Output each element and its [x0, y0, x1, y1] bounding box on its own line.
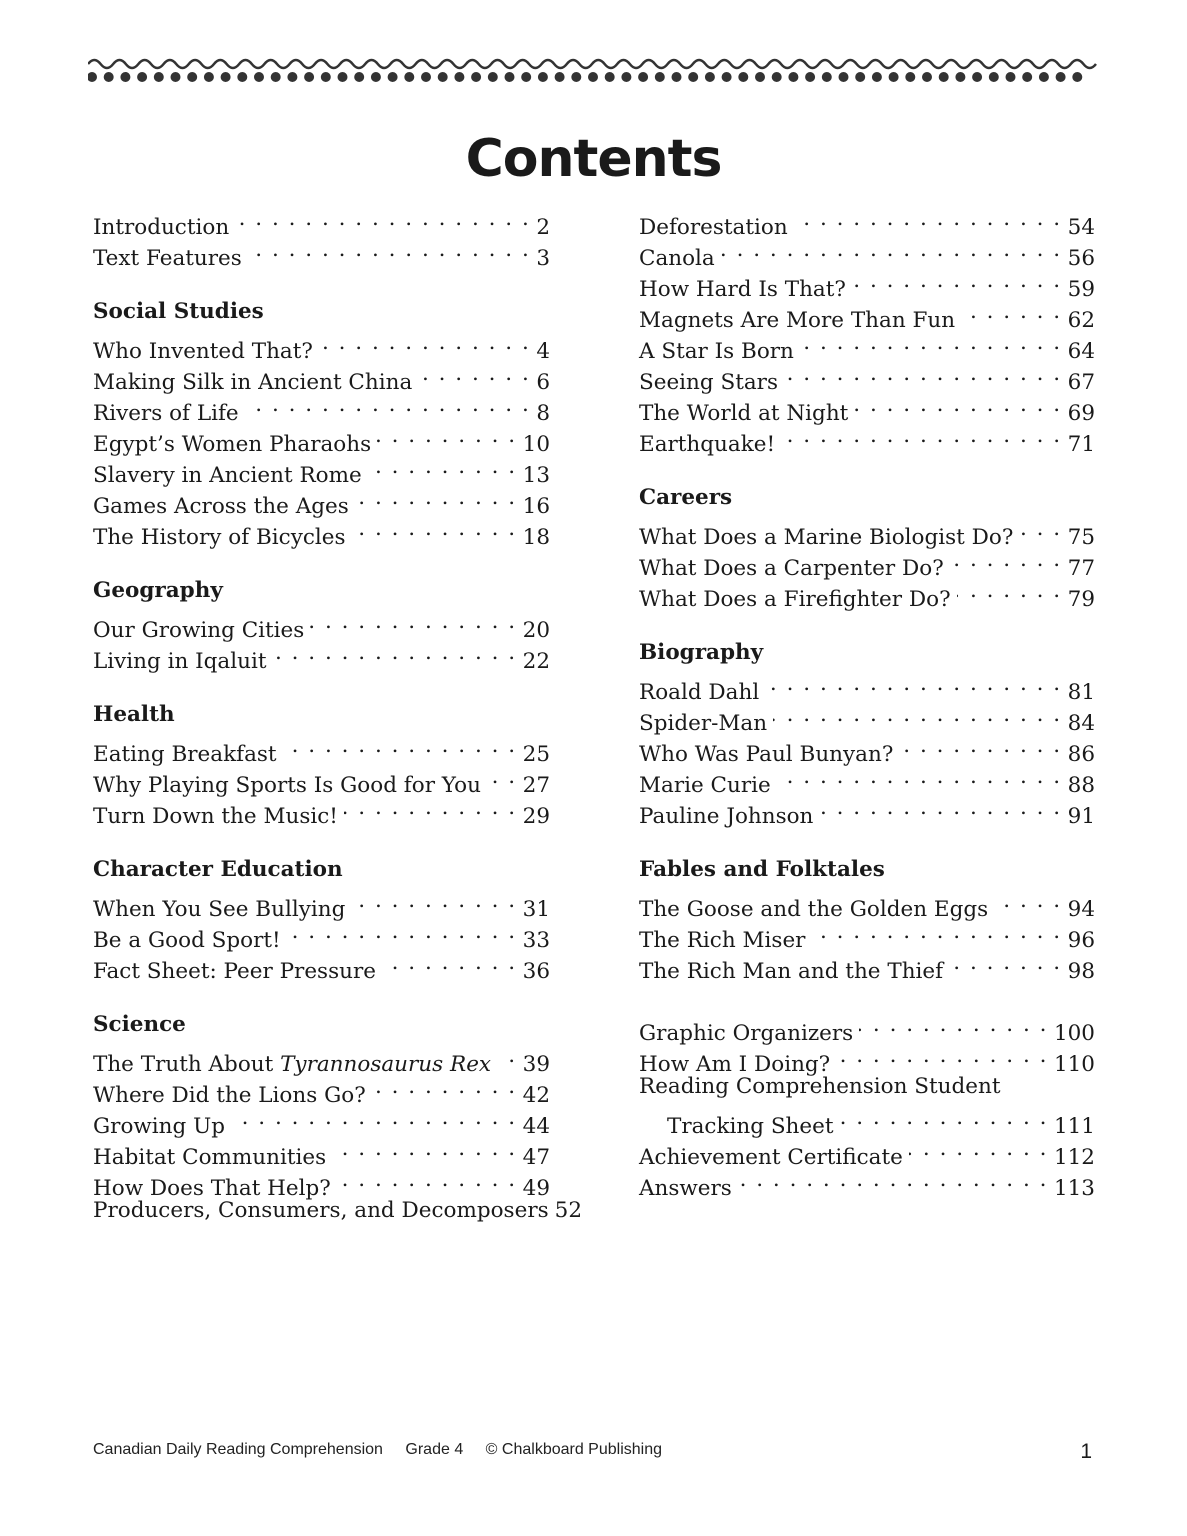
toc-right-column [639, 203, 1095, 1201]
toc-entry-title-text: Roald Dahl [639, 680, 760, 705]
dot-leader [765, 668, 1061, 699]
toc-entry-page: 25 [522, 742, 550, 767]
dot-leader [310, 606, 516, 637]
decorative-dot [371, 72, 381, 82]
toc-entry-title [639, 553, 950, 584]
toc-entry-title-text: The Rich Man and the Thief [639, 959, 944, 984]
toc-entry-page: 100 [1053, 1021, 1095, 1046]
decorative-dot [839, 72, 849, 82]
toc-entry-title-text: Living in Iqaluit [93, 649, 267, 674]
decorative-dot [388, 72, 398, 82]
toc-entry-title-text: Tracking Sheet [667, 1114, 834, 1139]
section-heading: Careers [639, 485, 733, 510]
toc-entry [93, 1040, 550, 1077]
toc-entry-title-text: The Goose and the Golden Eggs [639, 897, 989, 922]
toc-entry-title-text: Slavery in Ancient Rome [93, 463, 362, 488]
decorative-dot [154, 72, 164, 82]
dot-leader [811, 916, 1061, 947]
toc-entry-page: 52 [554, 1198, 582, 1223]
toc-entry-page: 3 [536, 246, 550, 271]
toc-entry-page: 13 [522, 463, 550, 488]
toc-entry-title-text: How Does That Help? [93, 1176, 331, 1201]
toc-entry-title [93, 956, 382, 987]
dot-leader [368, 451, 517, 482]
dot-leader [909, 1133, 1048, 1164]
decorative-dot [521, 72, 531, 82]
toc-entry [93, 730, 550, 767]
decorative-dot [471, 72, 481, 82]
decorative-dot [304, 72, 314, 82]
toc-entry-title-text: The World at Night [639, 401, 849, 426]
toc-entry-title [93, 460, 368, 491]
toc-entry-title-text: Rivers of Life [93, 401, 239, 426]
decorative-dot [137, 72, 147, 82]
decorative-dot [605, 72, 615, 82]
toc-entry-title [639, 770, 777, 801]
decorative-dot [889, 72, 899, 82]
decorative-dot [421, 72, 431, 82]
toc-entry-title-text: How Am I Doing? [639, 1052, 831, 1077]
toc-entry-page: 91 [1067, 804, 1095, 829]
dot-leader [899, 730, 1061, 761]
decorative-dot [738, 72, 748, 82]
dot-leader [819, 792, 1061, 823]
toc-entry [93, 885, 550, 922]
toc-entry-title [639, 243, 721, 274]
toc-entry-page: 64 [1067, 339, 1095, 364]
decorative-dot [788, 72, 798, 82]
dot-leader [961, 296, 1062, 327]
toc-entry-title [639, 1111, 840, 1142]
dot-leader [382, 947, 517, 978]
toc-entry-title [639, 1071, 1007, 1102]
toc-entry-title-text: Spider-Man [639, 711, 768, 736]
toc-entry-page: 10 [522, 432, 550, 457]
toc-entry-page: 16 [522, 494, 550, 519]
decorative-dot [1072, 72, 1082, 82]
dot-leader [377, 420, 517, 451]
dot-leader [784, 358, 1062, 389]
toc-entry-title-text: Producers, Consumers, and Decomposers [93, 1198, 549, 1223]
toc-entry-title [93, 1111, 231, 1142]
toc-entry-title [639, 336, 800, 367]
toc-entry-title-text: Earthquake! [639, 432, 776, 457]
section-heading: Biography [639, 640, 764, 665]
decorative-dot [588, 72, 598, 82]
decorative-dot [905, 72, 915, 82]
toc-entry-title-text: When You See Bullying [93, 897, 346, 922]
toc-entry-title-text: A Star Is Born [639, 339, 794, 364]
toc-entry-title-text: Turn Down the Music! [93, 804, 338, 829]
page-number: 1 [1080, 1440, 1092, 1463]
dot-leader [231, 1102, 517, 1133]
decorative-dot [254, 72, 264, 82]
dot-leader [248, 234, 531, 265]
decorative-dot [571, 72, 581, 82]
toc-entry-title-text: Pauline Johnson [639, 804, 814, 829]
toc-entry-title [93, 429, 377, 460]
toc-entry-page: 39 [522, 1052, 550, 1077]
section-heading: Character Education [93, 857, 343, 882]
toc-entry-page: 31 [522, 897, 550, 922]
decorative-dot [505, 72, 515, 82]
toc-entry-title-text: Making Silk in Ancient China [93, 370, 413, 395]
toc-entry-page: 47 [522, 1145, 550, 1170]
toc-entry-page: 4 [536, 339, 550, 364]
section-heading: Health [93, 702, 175, 727]
toc-entry-page: 2 [536, 215, 550, 240]
toc-entry-title [639, 677, 765, 708]
toc-entry-page: 71 [1067, 432, 1095, 457]
toc-entry-title [93, 522, 352, 553]
toc-entry-title-text: What Does a Firefighter Do? [639, 587, 951, 612]
toc-entry-title-text: How Hard Is That? [639, 277, 846, 302]
toc-entry-title-text: What Does a Marine Biologist Do? [639, 525, 1014, 550]
toc-entry-title-text: Who Invented That? [93, 339, 313, 364]
toc-entry-title-text: Canola [639, 246, 715, 271]
decorative-dot [1006, 72, 1016, 82]
toc-entry-page: 96 [1067, 928, 1095, 953]
toc-entry-title-text: Marie Curie [639, 773, 771, 798]
toc-entry-page: 86 [1067, 742, 1095, 767]
dot-leader [273, 637, 517, 668]
toc-entry-title-text: Growing Up [93, 1114, 226, 1139]
toc-entry-title-text: Introduction [93, 215, 230, 240]
toc-entry-title [639, 584, 957, 615]
toc-entry-title-text: The Truth About [93, 1052, 281, 1077]
dot-leader [859, 1009, 1048, 1040]
decorative-dot [755, 72, 765, 82]
toc-entry-page: 6 [536, 370, 550, 395]
footer-publisher: © Chalkboard Publishing [485, 1441, 663, 1458]
dot-leader [372, 1071, 517, 1102]
toc-entry [639, 885, 1095, 922]
dot-leader [355, 482, 517, 513]
dot-leader [344, 792, 517, 823]
decorative-dot [538, 72, 548, 82]
toc-entry-title-text: Games Across the Ages [93, 494, 349, 519]
toc-entry-title-text: Where Did the Lions Go? [93, 1083, 366, 1108]
toc-entry-page: 62 [1067, 308, 1095, 333]
toc-entry-title-italic: Tyrannosaurus Rex [280, 1052, 492, 1077]
dot-leader [777, 761, 1062, 792]
dot-leader [287, 916, 517, 947]
toc-entry-page: 54 [1067, 215, 1095, 240]
decorative-dot [404, 72, 414, 82]
toc-entry-page: 88 [1067, 773, 1095, 798]
toc-entry-title [93, 212, 235, 243]
decorative-dot [655, 72, 665, 82]
dot-leader [852, 265, 1062, 296]
decorative-dot [972, 72, 982, 82]
dot-leader [949, 947, 1062, 978]
toc-entry-title [639, 925, 811, 956]
decorative-dot [221, 72, 231, 82]
toc-entry-title-text: Seeing Stars [639, 370, 778, 395]
decorative-dot [672, 72, 682, 82]
dot-leader [337, 1164, 517, 1195]
dot-leader [950, 544, 1062, 575]
toc-entry-page: 77 [1067, 556, 1095, 581]
dot-leader [773, 699, 1062, 730]
toc-entry-page: 29 [522, 804, 550, 829]
dot-leader [283, 730, 517, 761]
decorative-dot [989, 72, 999, 82]
dot-leader [332, 1133, 516, 1164]
decorative-dot [955, 72, 965, 82]
toc-entry-title [93, 336, 319, 367]
toc-entry-title [639, 274, 852, 305]
toc-entry-title [93, 1195, 549, 1226]
dot-leader [800, 327, 1062, 358]
toc-entry-title [93, 801, 344, 832]
decorative-dot [722, 72, 732, 82]
decorative-dot [822, 72, 832, 82]
dot-leader [738, 1164, 1048, 1195]
decorative-dot [454, 72, 464, 82]
toc-entry-title-text: Fact Sheet: Peer Pressure [93, 959, 376, 984]
decorative-dot [171, 72, 181, 82]
toc-entry-page: 33 [522, 928, 550, 953]
dot-leader [794, 203, 1062, 234]
decorative-dot [104, 72, 114, 82]
decorative-dot [488, 72, 498, 82]
toc-entry-title-text: Answers [639, 1176, 732, 1201]
page-title: Contents [465, 129, 722, 189]
decorative-dot [120, 72, 130, 82]
wavy-line [88, 60, 1096, 68]
toc-entry-page: 22 [522, 649, 550, 674]
decorative-dot [354, 72, 364, 82]
toc-entry-title-text: Text Features [93, 246, 242, 271]
decorative-dot [688, 72, 698, 82]
toc-entry [639, 513, 1095, 550]
dot-leader [721, 234, 1062, 265]
dot-leader [245, 389, 531, 420]
dot-leader [1019, 513, 1061, 544]
decorative-dot [88, 72, 97, 82]
toc-entry [93, 606, 550, 643]
decorative-dot [204, 72, 214, 82]
toc-entry-page: 42 [522, 1083, 550, 1108]
toc-entry-page: 84 [1067, 711, 1095, 736]
decorative-dot [621, 72, 631, 82]
decorative-dot [1039, 72, 1049, 82]
decorative-dot [922, 72, 932, 82]
decorative-dot [321, 72, 331, 82]
decorative-dot [705, 72, 715, 82]
dot-leader [352, 513, 517, 544]
decorative-dot [237, 72, 247, 82]
toc-entry-page: 110 [1053, 1052, 1095, 1077]
toc-entry-title-text: Eating Breakfast [93, 742, 277, 767]
toc-entry-page: 111 [1053, 1114, 1095, 1139]
dot-leader [235, 203, 530, 234]
toc-entry-title-text: The Rich Miser [639, 928, 806, 953]
toc-entry-title [639, 1173, 738, 1204]
toc-entry-title [639, 708, 773, 739]
toc-entry-page: 98 [1067, 959, 1095, 984]
decorative-dot [872, 72, 882, 82]
toc-entry-page: 59 [1067, 277, 1095, 302]
toc-entry-title [639, 801, 819, 832]
toc-entry-title-text: The History of Bicycles [93, 525, 346, 550]
dot-leader [840, 1102, 1048, 1133]
toc-entry-page: 94 [1067, 897, 1095, 922]
dot-leader [957, 575, 1062, 606]
toc-entry-title-text: Graphic Organizers [639, 1021, 854, 1046]
toc-entry-page: 112 [1053, 1145, 1095, 1170]
decorative-dot [855, 72, 865, 82]
decorative-dot [1056, 72, 1066, 82]
toc-entry-page: 75 [1067, 525, 1095, 550]
toc-entry [93, 203, 550, 240]
toc-entry-title [93, 1142, 332, 1173]
dot-leader [319, 327, 530, 358]
toc-entry [639, 1071, 1095, 1102]
toc-entry-page: 56 [1067, 246, 1095, 271]
toc-entry-title [93, 739, 283, 770]
decorative-dot [187, 72, 197, 82]
toc-entry-title-text: Egypt’s Women Pharaohs [93, 432, 372, 457]
dot-leader [487, 761, 517, 792]
toc-entry [93, 1195, 582, 1226]
toc-entry [639, 668, 1095, 705]
toc-entry-title [639, 1018, 859, 1049]
toc-entry-page: 44 [522, 1114, 550, 1139]
dot-leader [854, 389, 1061, 420]
toc-entry-page: 49 [522, 1176, 550, 1201]
dot-row [88, 72, 1082, 82]
decorative-dot [939, 72, 949, 82]
toc-entry-title [93, 398, 245, 429]
toc-entry-title [93, 491, 355, 522]
dot-leader [994, 885, 1062, 916]
toc-entry-title-text: What Does a Carpenter Do? [639, 556, 944, 581]
toc-entry [639, 1009, 1095, 1046]
toc-entry-page: 69 [1067, 401, 1095, 426]
toc-entry-page: 36 [522, 959, 550, 984]
toc-entry [639, 1102, 1095, 1139]
toc-entry-title-text: Reading Comprehension Student [639, 1074, 1001, 1099]
decorative-dot [1022, 72, 1032, 82]
decorative-dot [338, 72, 348, 82]
decorative-dot [438, 72, 448, 82]
dot-leader [781, 420, 1062, 451]
dot-leader [418, 358, 530, 389]
decorative-dot [805, 72, 815, 82]
footer [93, 1441, 680, 1459]
toc-entry-page: 67 [1067, 370, 1095, 395]
footer-book-title: Canadian Daily Reading Comprehension [93, 1441, 383, 1458]
section-heading: Science [93, 1012, 186, 1037]
decorative-dot [287, 72, 297, 82]
toc-entry-page: 18 [522, 525, 550, 550]
toc-left-column [93, 203, 582, 1226]
toc-entry-title-text: Be a Good Sport! [93, 928, 281, 953]
toc-entry-page: 20 [522, 618, 550, 643]
toc-entry-title [93, 243, 248, 274]
section-heading: Geography [93, 578, 223, 603]
toc-entry-title-text: Magnets Are More Than Fun [639, 308, 956, 333]
dot-leader [497, 1040, 517, 1071]
dot-leader [836, 1040, 1048, 1071]
toc-entry-page: 81 [1067, 680, 1095, 705]
toc-entry-title-text: Achievement Certificate [639, 1145, 903, 1170]
toc-entry-title-text: Why Playing Sports Is Good for You [93, 773, 481, 798]
toc-entry-title-text: Who Was Paul Bunyan? [639, 742, 894, 767]
section-heading: Social Studies [93, 299, 264, 324]
footer-grade: Grade 4 [405, 1441, 464, 1458]
toc-entry-title-text: Our Growing Cities [93, 618, 305, 643]
toc-entry-title [93, 646, 273, 677]
section-heading: Fables and Folktales [639, 857, 885, 882]
decorative-dot [555, 72, 565, 82]
toc-entry [93, 327, 550, 364]
dot-leader [351, 885, 516, 916]
toc-entry-title [639, 429, 781, 460]
toc-entry-title-text: Deforestation [639, 215, 788, 240]
decorative-dot [772, 72, 782, 82]
toc-entry-page: 27 [522, 773, 550, 798]
decorative-dot [638, 72, 648, 82]
toc-entry-title [93, 925, 287, 956]
toc-entry-title [639, 956, 949, 987]
toc-entry-title [639, 367, 784, 398]
decorative-border [88, 56, 1098, 86]
toc-entry [639, 203, 1095, 240]
toc-entry-page: 8 [536, 401, 550, 426]
toc-entry-page: 79 [1067, 587, 1095, 612]
decorative-dot [271, 72, 281, 82]
toc-entry-page: 113 [1053, 1176, 1095, 1201]
toc-entry-title-text: Habitat Communities [93, 1145, 327, 1170]
